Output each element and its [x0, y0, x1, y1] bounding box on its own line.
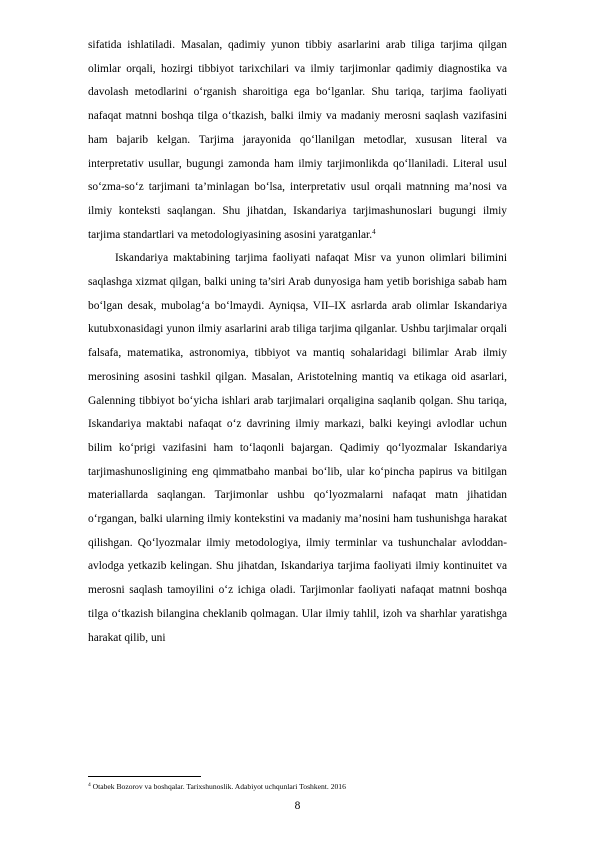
- paragraph-2: [88, 247, 507, 650]
- footnote-separator: [88, 776, 201, 777]
- footnote-text: Otabek Bozorov va boshqalar. Tarixshunoslik. Adabiyot uchqunlari Toshkent. 2016: [92, 782, 346, 791]
- paragraph-1-text: sifatida ishlatiladi. Masalan, qadimiy yunon tibbiy asarlarini arab tiliga tarjima qilgan olimlar orqali, hozirgi tibbiyot tarixchilari va ilmiy tarjimonlar qadimiy diagnostika va davolash metodlarini o‘rganish sharoitiga ega bo‘lganlar. Shu tariqa, tarjima faoliyati nafaqat matnni boshqa tilga o‘tkazish, balki ilmiy va madaniy merosni saqlash vazifasini ham bajarib kelgan. Tarjima jarayonida qo‘llanilgan metodlar, xususan literal va interpretativ usullar, bugungi zamonda ham ilmiy tarjimonlikda qo‘llaniladi. Literal usul so‘zma-so‘z tarjimani ta’minlagan bo‘lsa, interpretativ usul orqali matnning ma’nosi va ilmiy konteksti saqlangan. Shu jihatdan, Iskandariya tarjimashunoslari bugungi ilmiy tarjima standartlari va metodologiyasining asosini yaratganlar.: [88, 39, 507, 241]
- paragraph-2-text: Iskandariya maktabining tarjima faoliyati nafaqat Misr va yunon olimlari bilimini saqlashga xizmat qilgan, balki uning ta’siri Arab dunyosiga ham yetib borishiga sabab ham bo‘lgan desak, mubolag‘a bo‘lmaydi. Ayniqsa, VII–IX asrlarda arab olimlar Iskandariya kutubxonasidagi yunon ilmiy asarlarini arab tiliga tarjima qilganlar. Ushbu tarjimalar orqali falsafa, matematika, astronomiya, tibbiyot va mantiq sohalaridagi bilimlar Arab ilmiy merosining asosini tashkil qilgan. Masalan, Aristotelning mantiq va etikaga oid asarlari, Galenning tibbiyot bo‘yicha ishlari arab tarjimalari orqaligina saqlanib qolgan. Shu tariqa, Iskandariya maktabi nafaqat o‘z davrining ilmiy markazi, balki keyingi avlodlar uchun bilim ko‘prigi vazifasini ham to‘laqonli bajargan. Qadimiy qo‘lyozmalar Iskandariya tarjimashunosligining eng qimmatbaho manbai bo‘lib, ular ko‘pincha papirus va bitilgan materiallarda saqlangan. Tarjimonlar ushbu qo‘lyozmalarni nafaqat matn jihatidan o‘rgangan, balki ularning ilmiy kontekstini va madaniy ma’nosini ham tushunishga harakat qilishgan. Qo‘lyozmalar ilmiy metodologiya, ilmiy terminlar va tushunchalar avloddan-avlodga yetkazib kelingan. Shu jihatdan, Iskandariya tarjima faoliyati ilmiy kontinuitet va merosni saqlash tamoyilini o‘z ichiga oladi. Tarjimonlar faoliyati nafaqat matnni boshqa tilga o‘tkazish bilangina cheklanib qolmagan. Ular ilmiy tahlil, izoh va sharhlar yaratishga harakat qilib, uni: [88, 252, 507, 644]
- page-number: 8: [294, 800, 301, 812]
- paragraph-1: [88, 34, 507, 247]
- footnote: [88, 780, 507, 792]
- body-text: [88, 34, 507, 650]
- footnote-number: 4: [88, 782, 91, 788]
- footnote-reference[interactable]: 4: [372, 227, 376, 236]
